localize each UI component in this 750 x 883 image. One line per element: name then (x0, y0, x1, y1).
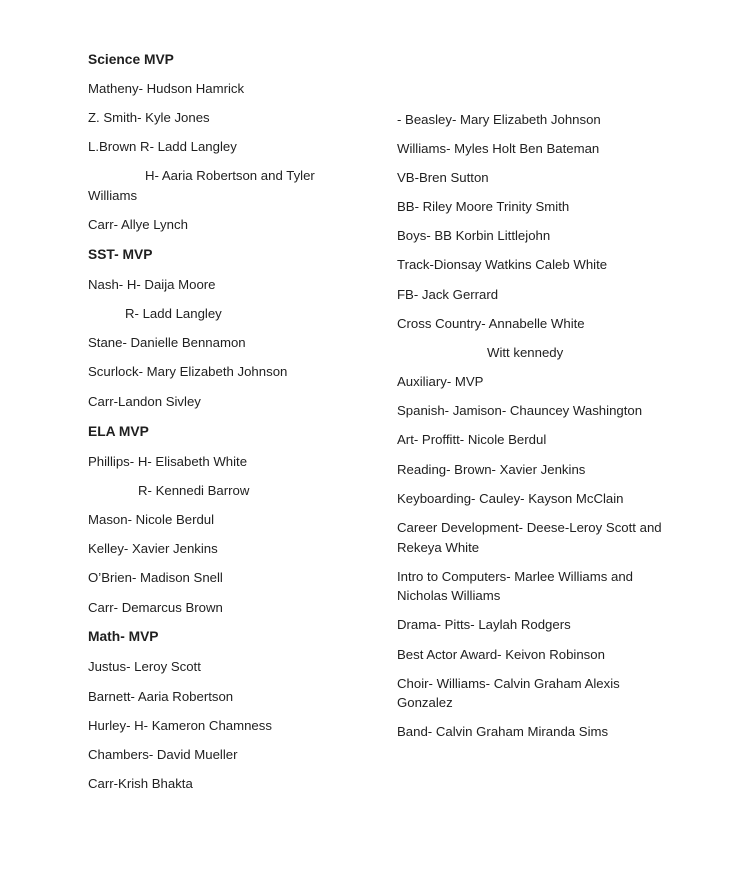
science-entry: H- Aaria Robertson and Tyler (145, 168, 315, 183)
sst-entry: Stane- Danielle Bennamon (88, 335, 246, 350)
award-entry: Track-Dionsay Watkins Caleb White (397, 257, 608, 272)
award-entry: - Beasley- Mary Elizabeth Johnson (397, 112, 601, 127)
ela-entry: Kelley- Xavier Jenkins (88, 541, 218, 556)
award-entry: Choir- Williams- Calvin Graham Alexis (397, 676, 620, 691)
award-entry: Cross Country- Annabelle White (397, 316, 585, 331)
award-entry: Williams- Myles Holt Ben Bateman (397, 141, 600, 156)
math-entry: Chambers- David Mueller (88, 747, 238, 762)
award-entry: Keyboarding- Cauley- Kayson McClain (397, 491, 624, 506)
award-entry: Art- Proffitt- Nicole Berdul (397, 432, 547, 447)
ela-heading: ELA MVP (88, 424, 149, 439)
award-entry: VB-Bren Sutton (397, 170, 489, 185)
math-entry: Carr-Krish Bhakta (88, 776, 193, 791)
ela-entry: Carr- Demarcus Brown (88, 600, 223, 615)
sst-heading: SST- MVP (88, 247, 153, 262)
award-entry: Band- Calvin Graham Miranda Sims (397, 724, 609, 739)
ela-entry: Mason- Nicole Berdul (88, 512, 215, 527)
award-entry-continued: Gonzalez (397, 695, 453, 710)
science-entry: Matheny- Hudson Hamrick (88, 81, 245, 96)
award-entry: Spanish- Jamison- Chauncey Washington (397, 403, 643, 418)
award-entry: Auxiliary- MVP (397, 374, 484, 389)
sst-entry: R- Ladd Langley (125, 306, 222, 321)
award-entry-continued: Rekeya White (397, 540, 480, 555)
ela-entry: O’Brien- Madison Snell (88, 570, 223, 585)
award-entry: Witt kennedy (487, 345, 564, 360)
sst-entry: Nash- H- Daija Moore (88, 277, 216, 292)
math-entry: Justus- Leroy Scott (88, 659, 201, 674)
award-entry: FB- Jack Gerrard (397, 287, 499, 302)
ela-entry: R- Kennedi Barrow (138, 483, 250, 498)
award-entry: Boys- BB Korbin Littlejohn (397, 228, 551, 243)
science-entry-continued: Williams (88, 188, 138, 203)
sst-entry: Scurlock- Mary Elizabeth Johnson (88, 364, 288, 379)
award-entry: Best Actor Award- Keivon Robinson (397, 647, 605, 662)
award-entry: Intro to Computers- Marlee Williams and (397, 569, 633, 584)
math-heading: Math- MVP (88, 629, 159, 644)
award-entry: Career Development- Deese-Leroy Scott and (397, 520, 662, 535)
math-entry: Barnett- Aaria Robertson (88, 689, 234, 704)
science-entry: Carr- Allye Lynch (88, 217, 188, 232)
sst-entry: Carr-Landon Sivley (88, 394, 201, 409)
science-entry: Z. Smith- Kyle Jones (88, 110, 210, 125)
science-heading: Science MVP (88, 52, 174, 67)
award-entry: Drama- Pitts- Laylah Rodgers (397, 617, 571, 632)
award-entry-continued: Nicholas Williams (397, 588, 501, 603)
award-entry: Reading- Brown- Xavier Jenkins (397, 462, 586, 477)
award-entry: BB- Riley Moore Trinity Smith (397, 199, 570, 214)
ela-entry: Phillips- H- Elisabeth White (88, 454, 248, 469)
math-entry: Hurley- H- Kameron Chamness (88, 718, 272, 733)
science-entry: L.Brown R- Ladd Langley (88, 139, 237, 154)
